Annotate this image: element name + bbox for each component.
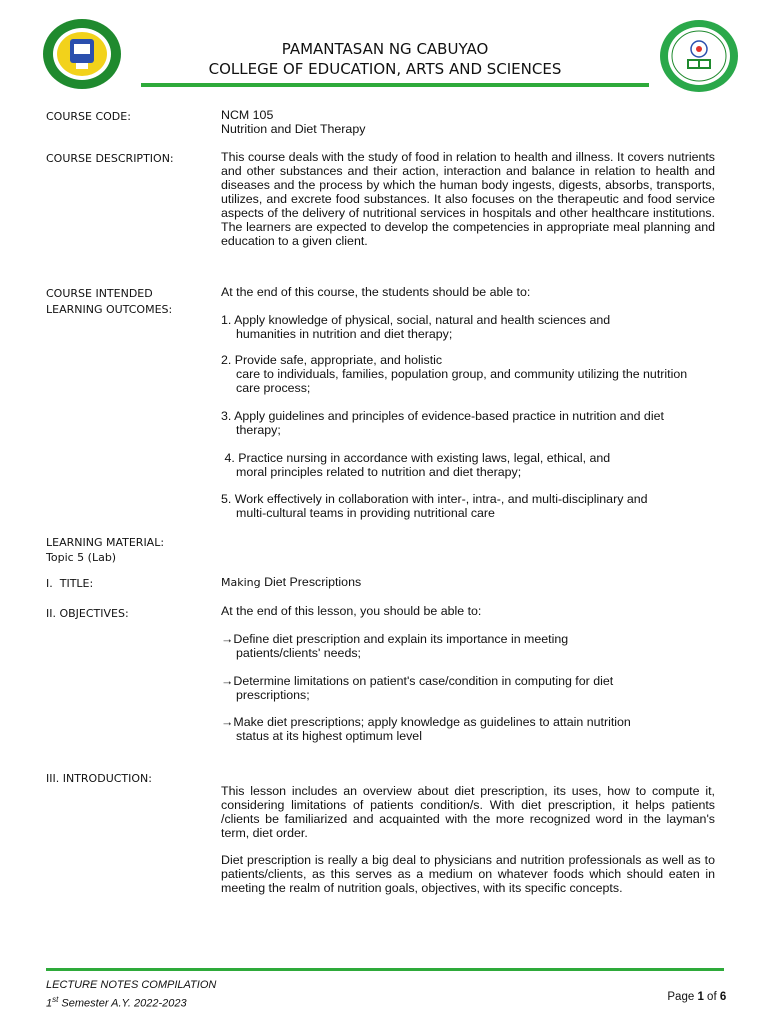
outcome-item-first: 4. Practice nursing in accordance with existing laws, legal, ethical, and (221, 451, 611, 465)
page-current: 1 (697, 991, 704, 1003)
outcome-item-first: 1. Apply knowledge of physical, social, natural and health sciences and (221, 313, 611, 327)
footer-compilation: LECTURE NOTES COMPILATION (46, 979, 217, 991)
outcome-item-rest: humanities in nutrition and diet therapy; (236, 327, 453, 341)
objective-item (221, 632, 715, 660)
learning-material-label: LEARNING MATERIAL: (46, 536, 165, 549)
page-word: Page (667, 991, 698, 1003)
footer-rule (46, 968, 724, 971)
lesson-title (221, 575, 715, 590)
outcome-item-rest: multi-cultural teams in providing nutritional care (236, 506, 495, 520)
outcomes-label-line1: COURSE INTENDED (46, 287, 153, 300)
objective-item-rest: patients/clients' needs; (236, 646, 361, 660)
outcome-item-first: 3. Apply guidelines and principles of evidence-based practice in nutrition and diet (221, 409, 664, 423)
introduction-label: III. INTRODUCTION: (46, 772, 152, 785)
outcome-item (221, 451, 715, 479)
university-name: PAMANTASAN NG CABUYAO (281, 40, 489, 58)
objective-item (221, 674, 715, 702)
topic-label: Topic 5 (Lab) (46, 551, 117, 564)
outcome-item (221, 313, 715, 341)
course-title: Nutrition and Diet Therapy (221, 122, 366, 136)
lesson-title-main: Diet Prescriptions (260, 575, 362, 589)
university-logo (43, 19, 121, 89)
outcome-item (221, 353, 715, 395)
objective-item-first: →Make diet prescriptions; apply knowledge as guidelines to attain nutrition (221, 715, 631, 729)
footer-semester-suffix: st (52, 995, 59, 1004)
objective-item-rest: prescriptions; (236, 688, 310, 702)
course-code: NCM 105 (221, 108, 274, 122)
introduction-paragraph-1: This lesson includes an overview about diet prescription, its uses, how to compute it, considering limitations of patients condition/s. With diet prescription, it helps patients /clients be familiarized and acquainted with the more recognized word in the layman's term, diet order. (221, 784, 715, 840)
course-description: This course deals with the study of food in relation to health and illness. It covers nutrients and other substances and their action, interaction and balance in relation to health and diseases and the process by which the human body ingests, digests, absorbs, transports, utilizes, and excrete food substances. It also focuses on the therapeutic and food service aspects of the delivery of nutritional services in hospitals and other healthcare institutions. The learners are expected to develop the competencies in appropriate meal planning and education to a given client. (221, 150, 715, 248)
objective-item-first: →Define diet prescription and explain its importance in meeting (221, 632, 569, 646)
outcomes-label-line2: LEARNING OUTCOMES: (46, 303, 173, 316)
course-code-label: COURSE CODE: (46, 110, 131, 123)
page-of: of (703, 991, 720, 1003)
footer-semester (46, 995, 187, 1010)
college-name: COLLEGE OF EDUCATION, ARTS AND SCIENCES (208, 60, 562, 78)
footer-semester-number: 1 (46, 997, 53, 1010)
introduction-paragraph-2: Diet prescription is really a big deal to physicians and nutrition professionals as well as to patients/clients, as this serves as a medium on whatever foods which should eaten in meeting the realm of nutrition goals, objectives, with its specific concepts. (221, 853, 715, 895)
outcome-item-rest: therapy; (236, 423, 281, 437)
outcome-item-rest: care to individuals, families, population group, and community utilizing the nutrition care process; (236, 367, 688, 395)
objectives-label: II. OBJECTIVES: (46, 607, 129, 620)
outcome-item-first: 5. Work effectively in collaboration with inter-, intra-, and multi-disciplinary and (221, 492, 648, 506)
college-logo (659, 19, 739, 93)
outcome-item (221, 492, 715, 520)
page-number (661, 979, 726, 1003)
title-label: I. TITLE: (46, 577, 94, 590)
outcome-item (221, 409, 715, 437)
page-total: 6 (719, 991, 727, 1003)
objective-item-first: →Determine limitations on patient's case/condition in computing for diet (221, 674, 614, 688)
outcome-item-first: 2. Provide safe, appropriate, and holistic (221, 353, 443, 367)
course-description-label: COURSE DESCRIPTION: (46, 152, 174, 165)
outcomes-intro: At the end of this course, the students should be able to: (221, 285, 531, 299)
header-rule (141, 83, 649, 87)
objectives-intro: At the end of this lesson, you should be able to: (221, 604, 482, 618)
objective-item (221, 715, 715, 743)
objective-item-rest: status at its highest optimum level (236, 729, 422, 743)
footer-semester-text: Semester A.Y. 2022-2023 (58, 997, 187, 1010)
outcome-item-rest: moral principles related to nutrition and diet therapy; (236, 465, 522, 479)
lesson-title-prefix: Making (221, 576, 261, 589)
